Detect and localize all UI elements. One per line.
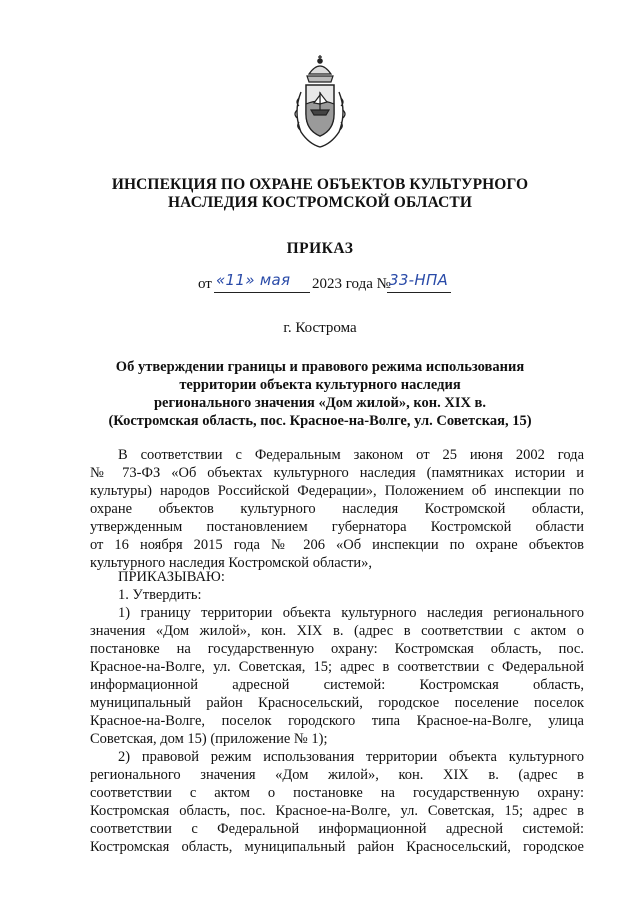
handwritten-date: «11» мая (216, 271, 291, 289)
body-line: соответствии с Федеральной информационной адресной системой: (90, 821, 584, 837)
body-line: культурного наследия Костромской области», (90, 555, 373, 571)
body-line: 1) границу территории объекта культурного наследия регионального (118, 605, 584, 621)
body-line: регионального значения «Дом жилой», кон. XIX в. (адрес в (90, 767, 584, 783)
title-line: регионального значения «Дом жилой», кон. XIX в. (153, 395, 487, 411)
body-line: Костромская область, пос. Красное-на-Волге, ул. Советская, 15; адрес в (90, 803, 584, 819)
body-line: постановке на государственную охрану: Костромская область, пос. (90, 641, 584, 657)
body-line: Советская, дом 15) (приложение № 1); (90, 731, 328, 747)
body-line: культуры) народов Российской Федерации», Положением об инспекции по (90, 483, 584, 499)
handwritten-number: 33-НПА (389, 271, 449, 289)
title-line: Об утверждении границы и правового режима использования (115, 359, 525, 375)
date-underline (214, 292, 310, 293)
body-line: от 16 ноября 2015 года № 206 «Об инспекции по охране объектов (90, 537, 584, 553)
year-text: 2023 года № (312, 276, 391, 292)
body-line: соответствии с актом о постановке на государственную охрану: (90, 785, 584, 801)
body-line: значения «Дом жилой», кон. XIX в. (адрес в соответствии с актом о (90, 623, 584, 639)
body-line: В соответствии с Федеральным законом от 25 июня 2002 года (118, 447, 584, 463)
title-line: (Костромская область, пос. Красное-на-Волге, ул. Советская, 15) (108, 413, 532, 429)
body-line: муниципальный район Красносельский, городское поселение поселок (90, 695, 584, 711)
item-1: 1. Утвердить: (118, 587, 202, 603)
body-line: 2) правовой режим использования территории объекта культурного (118, 749, 584, 765)
order-word: ПРИКАЗЫВАЮ: (118, 569, 225, 585)
date-prefix: от (198, 276, 212, 292)
body-line: Красное-на-Волге, поселок городского типа Красное-на-Волге, улица (90, 713, 584, 729)
city-line: г. Кострома (283, 320, 357, 336)
org-name-line-2: НАСЛЕДИЯ КОСТРОМСКОЙ ОБЛАСТИ (168, 194, 472, 211)
order-date-line (0, 271, 640, 295)
coat-of-arms-icon (287, 52, 353, 152)
body-line: № 73-ФЗ «Об объектах культурного наследия (памятниках истории и (90, 465, 584, 481)
doc-type-heading: ПРИКАЗ (286, 240, 354, 257)
body-line: информационной адресной системой: Костромская область, (90, 677, 584, 693)
body-line: Костромская область, муниципальный район Красносельский, городское (90, 839, 584, 855)
org-name-line-1: ИНСПЕКЦИЯ ПО ОХРАНЕ ОБЪЕКТОВ КУЛЬТУРНОГО (111, 176, 529, 193)
title-line: территории объекта культурного наследия (179, 377, 461, 393)
number-underline (387, 292, 451, 293)
body-line: охране объектов культурного наследия Костромской области, (90, 501, 584, 517)
body-line: Красное-на-Волге, ул. Советская, 15; адрес в соответствии с Федеральной (90, 659, 584, 675)
body-line: утвержденным постановлением губернатора Костромской области (90, 519, 584, 535)
